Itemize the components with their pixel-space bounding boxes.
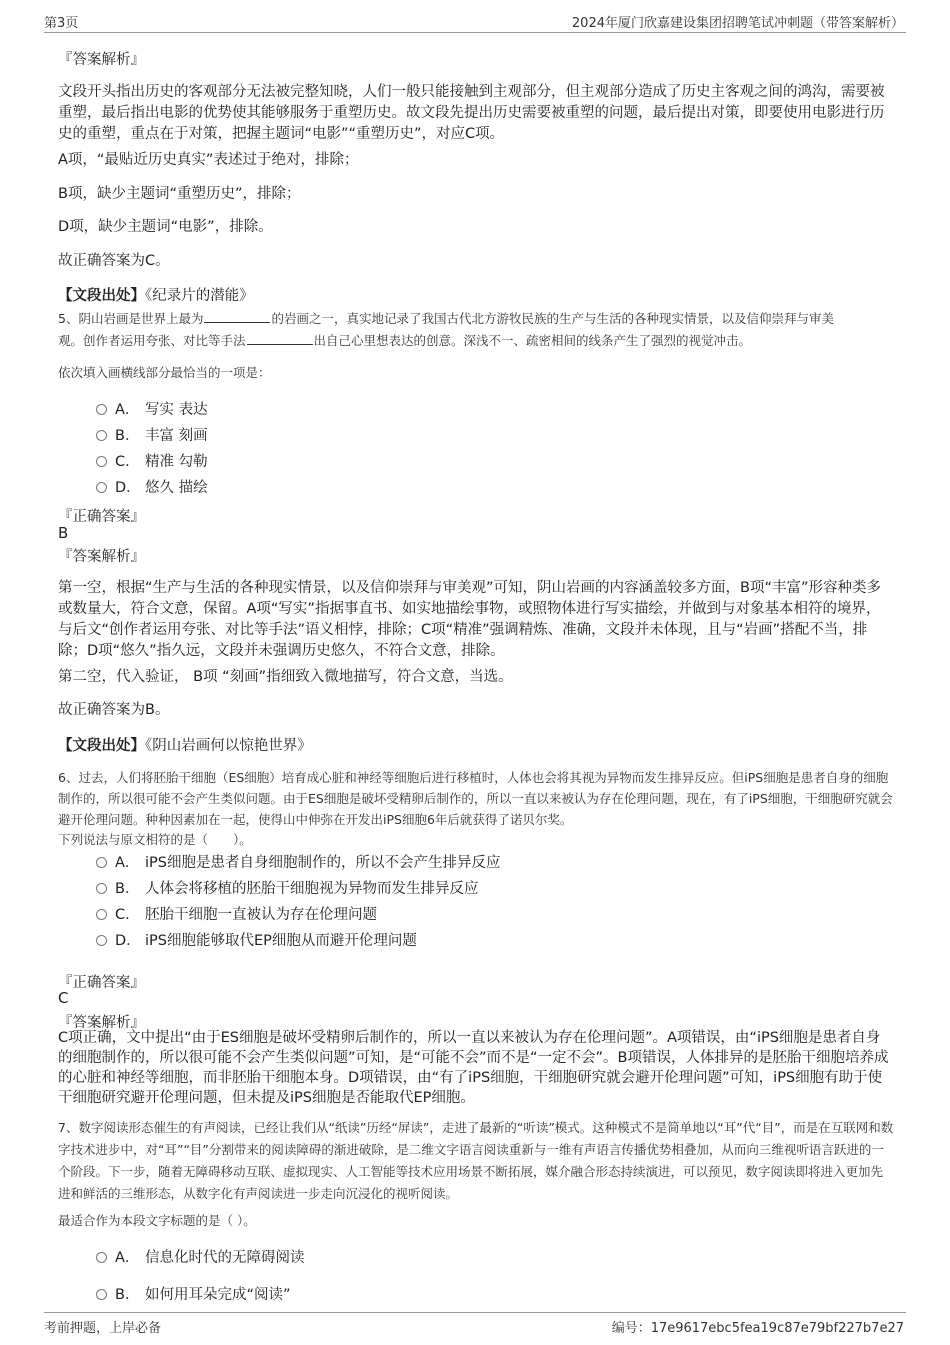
source-label: 【文段出处】 [58, 738, 145, 754]
q5-stem-part-c: 观。创作者运用夸张、对比等手法 [58, 333, 246, 348]
option-text: 丰富 刻画 [145, 428, 208, 444]
option-letter: A． [115, 1250, 140, 1266]
q7-option-a[interactable] [96, 1246, 305, 1267]
q6-option-a[interactable] [96, 851, 500, 872]
option-text: iPS细胞能够取代EP细胞从而避开伦理问题 [145, 933, 417, 949]
q4-source [58, 284, 254, 305]
radio-icon[interactable] [96, 883, 107, 894]
q5-source-title: 《阴山岩画何以惊艳世界》 [145, 738, 312, 754]
q5-ask: 依次填入画横线部分最恰当的一项是： [58, 365, 271, 380]
option-letter: A． [115, 402, 140, 418]
q6-ask: 下列说法与原文相符的是（ ）。 [58, 832, 252, 847]
radio-icon[interactable] [96, 909, 107, 920]
correct-answer-label: 『正确答案』 [58, 975, 145, 991]
option-letter: B． [115, 1287, 140, 1303]
q7-ask: 最适合作为本段文字标题的是（ ）。 [58, 1213, 256, 1228]
q5-option-b[interactable] [96, 424, 208, 445]
option-text: 信息化时代的无障碍阅读 [145, 1250, 305, 1266]
option-text: iPS细胞是患者自身细胞制作的，所以不会产生排异反应 [145, 855, 501, 871]
radio-icon[interactable] [96, 456, 107, 467]
q4-analysis-a: A项，“最贴近历史真实”表述过于绝对，排除； [58, 152, 359, 168]
radio-icon[interactable] [96, 1252, 107, 1263]
radio-icon[interactable] [96, 935, 107, 946]
option-letter: A． [115, 855, 140, 871]
q5-blank-1 [204, 310, 270, 323]
footer-slogan: 考前押题，上岸必备 [44, 1321, 162, 1336]
q5-source [58, 734, 312, 755]
option-letter: C． [115, 907, 140, 923]
q5-answer: B [58, 524, 69, 542]
document-id: 编号：17e9617ebc5fea19c87e79bf227b7e27 [611, 1321, 904, 1336]
q4-conclusion: 故正确答案为C。 [58, 253, 170, 269]
page-header [44, 10, 906, 33]
page-number: 第3页 [44, 16, 79, 31]
q6-option-c[interactable] [96, 903, 377, 924]
option-text: 人体会将移植的胚胎干细胞视为异物而发生排异反应 [145, 881, 479, 897]
option-text: 如何用耳朵完成“阅读” [145, 1287, 291, 1303]
q5-stem-part-d: 出自己心里想表达的创意。深浅不一、疏密相间的线条产生了强烈的视觉冲击。 [313, 333, 752, 348]
analysis-label: 『答案解析』 [58, 549, 145, 565]
q5-stem-part-b: 的岩画之一，真实地记录了我国古代北方游牧民族的生产与生活的各种现实情景，以及信仰崇拜与审美 [271, 311, 834, 326]
option-letter: B． [115, 881, 140, 897]
q7-option-b[interactable] [96, 1283, 291, 1304]
option-text: 精准 勾勒 [145, 454, 208, 470]
source-label: 【文段出处】 [58, 288, 145, 304]
page-footer [44, 1312, 906, 1337]
q7-stem: 7、数字阅读形态催生的有声阅读，已经让我们从“纸读”历经“屏读”，走进了最新的“听读”模式。这种模式不是简单地以“耳”代“目”，而是在互联网和数字技术进步中，对“耳”“目”分割带来的阅读障碍的渐进破除，是二维文字语言阅读重新与一维有声语言传播优势相叠加，从而向三维视听语言跃进的一个阶段。下一步，随着无障碍移动互联、虚拟现实、人工智能等技术应用场景不断拓展，媒介融合形态持续演进，可以预见，数字阅读即将进入更加先进和鲜活的三维形态，从数字化有声阅读进一步走向沉浸化的视听阅读。 [58, 1120, 894, 1201]
q5-stem-line1 [58, 308, 894, 329]
radio-icon[interactable] [96, 430, 107, 441]
q4-source-title: 《纪录片的潜能》 [145, 288, 254, 304]
q5-stem-part-a: 5、阴山岩画是世界上最为 [58, 311, 204, 326]
q6-stem: 6、过去，人们将胚胎干细胞（ES细胞）培育成心脏和神经等细胞后进行移植时，人体也会将其视为异物而发生排异反应。但iPS细胞是患者自身的细胞制作的，所以很可能不会产生类似问题。由于ES细胞是破坏受精卵后制作的，所以一直以来被认为存在伦理问题，现在，有了iPS细胞，干细胞研究就会避开伦理问题。种种因素加在一起，使得山中伸弥在开发出iPS细胞6年后就获得了诺贝尔奖。 [58, 770, 893, 827]
q5-option-a[interactable] [96, 398, 208, 419]
q4-analysis-para: 文段开头指出历史的客观部分无法被完整知晓，人们一般只能接触到主观部分，但主观部分造成了历史主客观之间的鸿沟，需要被重塑，最后指出电影的优势使其能够服务于重塑历史。故文段先提出历史需要被重塑的问题，最后提出对策，即要使用电影进行历史的重塑，重点在于对策，把握主题词“电影”“重塑历史”，对应C项。 [58, 84, 885, 142]
q5-blank-2 [247, 332, 313, 345]
option-letter: B． [115, 428, 140, 444]
radio-icon[interactable] [96, 404, 107, 415]
q6-option-b[interactable] [96, 877, 479, 898]
q5-analysis-para2: 第二空，代入验证， B项 “刻画”指细致入微地描写，符合文意，当选。 [58, 669, 513, 685]
q4-analysis-d: D项，缺少主题词“电影”，排除。 [58, 219, 273, 235]
option-text: 胚胎干细胞一直被认为存在伦理问题 [145, 907, 377, 923]
q5-conclusion: 故正确答案为B。 [58, 702, 170, 718]
option-letter: D． [115, 480, 141, 496]
analysis-label: 『答案解析』 [58, 52, 145, 68]
radio-icon[interactable] [96, 857, 107, 868]
document-title: 2024年厦门欣嘉建设集团招聘笔试冲刺题（带答案解析） [571, 16, 904, 31]
q5-stem-line2 [58, 330, 894, 351]
radio-icon[interactable] [96, 1289, 107, 1300]
q5-analysis-para1: 第一空，根据“生产与生活的各种现实情景，以及信仰崇拜与审美观”可知，阴山岩画的内容涵盖较多方面，B项“丰富”形容种类多或数量大，符合文意，保留。A项“写实”指据事直书、如实地描绘事物，或照物体进行写实描绘，并做到与对象基本相符的境界，与后文“创作者运用夸张、对比等手法”语义相悖，排除；C项“精准”强调精炼、准确，文段并未体现，且与“岩画”搭配不当，排除；D项“悠久”指久远，文段并未强调历史悠久，不符合文意，排除。 [58, 580, 881, 659]
analysis-label: 『答案解析』 [58, 1015, 145, 1031]
q6-option-d[interactable] [96, 929, 417, 950]
option-letter: C． [115, 454, 140, 470]
radio-icon[interactable] [96, 482, 107, 493]
option-letter: D． [115, 933, 141, 949]
q4-analysis-b: B项，缺少主题词“重塑历史”，排除； [58, 186, 301, 202]
q5-option-d[interactable] [96, 476, 208, 497]
q6-analysis: C项正确，文中提出“由于ES细胞是破坏受精卵后制作的，所以一直以来被认为存在伦理问题”。A项错误，由“iPS细胞是患者自身的细胞制作的，所以很可能不会产生类似问题”可知，是“可能不会”而不是“一定不会”。B项错误，人体排异的是胚胎干细胞培养成的心脏和神经等细胞，而非胚胎干细胞本身。D项错误，由“有了iPS细胞，干细胞研究就会避开伦理问题”可知，iPS细胞有助于使干细胞研究避开伦理问题，但未提及iPS细胞是否能取代EP细胞。 [58, 1030, 889, 1106]
q5-option-c[interactable] [96, 450, 208, 471]
option-text: 悠久 描绘 [145, 480, 208, 496]
q6-answer: C [58, 989, 69, 1007]
option-text: 写实 表达 [145, 402, 208, 418]
correct-answer-label: 『正确答案』 [58, 509, 145, 525]
